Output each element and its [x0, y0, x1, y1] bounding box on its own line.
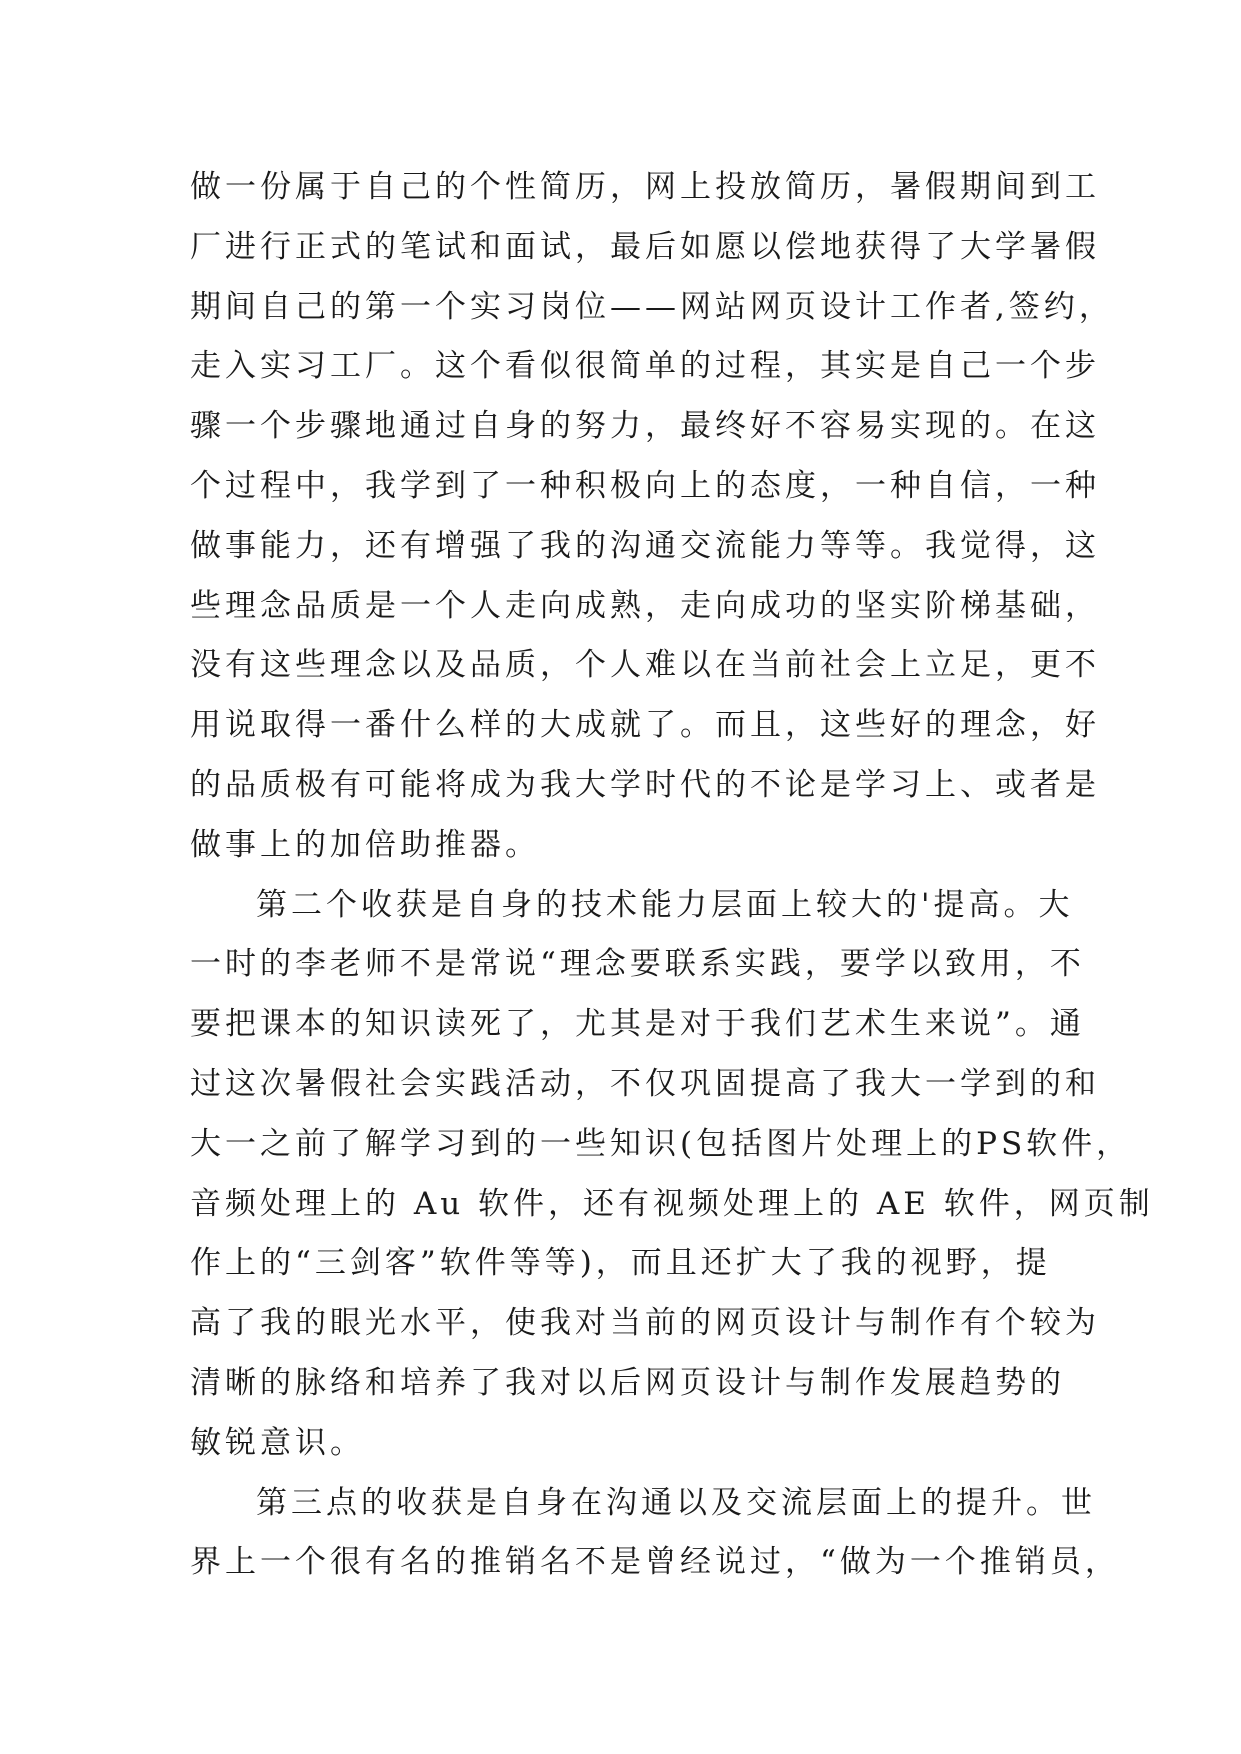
text-line: 做事上的加倍助推器。: [190, 826, 540, 863]
text-line: 用说取得一番什么样的大成就了。而且，这些好的理念，好: [190, 707, 1100, 744]
paragraph-2: [190, 876, 1154, 1474]
text-line: 走入实习工厂。这个看似很简单的过程，其实是自己一个步: [190, 348, 1100, 385]
text-line: 期间自己的第一个实习岗位——网站网页设计工作者,签约，: [190, 288, 1114, 325]
text-line: 的品质极有可能将成为我大学时代的不论是学习上、或者是: [190, 766, 1100, 803]
text-line: 高了我的眼光水平，使我对当前的网页设计与制作有个较为: [190, 1305, 1100, 1342]
text-line: 过这次暑假社会实践活动，不仅巩固提高了我大一学到的和: [190, 1065, 1100, 1102]
text-line: 音频处理上的 Au 软件，还有视频处理上的 AE 软件，网页制: [190, 1185, 1154, 1222]
text-line: 做一份属于自己的个性简历，网上投放简历，暑假期间到工: [190, 169, 1100, 205]
paragraph-1: [190, 158, 1114, 876]
document-body: [190, 158, 1154, 1593]
text-line: 敏锐意识。: [190, 1424, 365, 1461]
text-line: 要把课本的知识读死了，尤其是对于我们艺术生来说”。通: [190, 1006, 1085, 1043]
text-line: 第二个收获是自身的技术能力层面上较大的'提高。大: [256, 886, 1074, 923]
text-line: 厂进行正式的笔试和面试，最后如愿以偿地获得了大学暑假: [190, 228, 1100, 265]
text-line: 第三点的收获是自身在沟通以及交流层面上的提升。世: [256, 1484, 1096, 1521]
text-line: 没有这些理念以及品质，个人难以在当前社会上立足，更不: [190, 647, 1100, 684]
text-line: 界上一个很有名的推销名不是曾经说过，“做为一个推销员，: [190, 1544, 1120, 1581]
text-line: 大一之前了解学习到的一些知识(包括图片处理上的PS软件，: [190, 1125, 1132, 1162]
text-line: 一时的李老师不是常说“理念要联系实践，要学以致用，不: [190, 946, 1085, 983]
text-line: 骤一个步骤地通过自身的努力，最终好不容易实现的。在这: [190, 408, 1100, 445]
text-line: 做事能力，还有增强了我的沟通交流能力等等。我觉得，这: [190, 527, 1100, 564]
paragraph-3: [190, 1474, 1120, 1594]
text-line: 清晰的脉络和培养了我对以后网页设计与制作发展趋势的: [190, 1364, 1065, 1401]
text-line: 作上的“三剑客”软件等等)，而且还扩大了我的视野，提: [190, 1245, 1051, 1282]
text-line: 些理念品质是一个人走向成熟，走向成功的坚实阶梯基础，: [190, 587, 1100, 624]
text-line: 个过程中，我学到了一种积极向上的态度，一种自信，一种: [190, 467, 1100, 504]
